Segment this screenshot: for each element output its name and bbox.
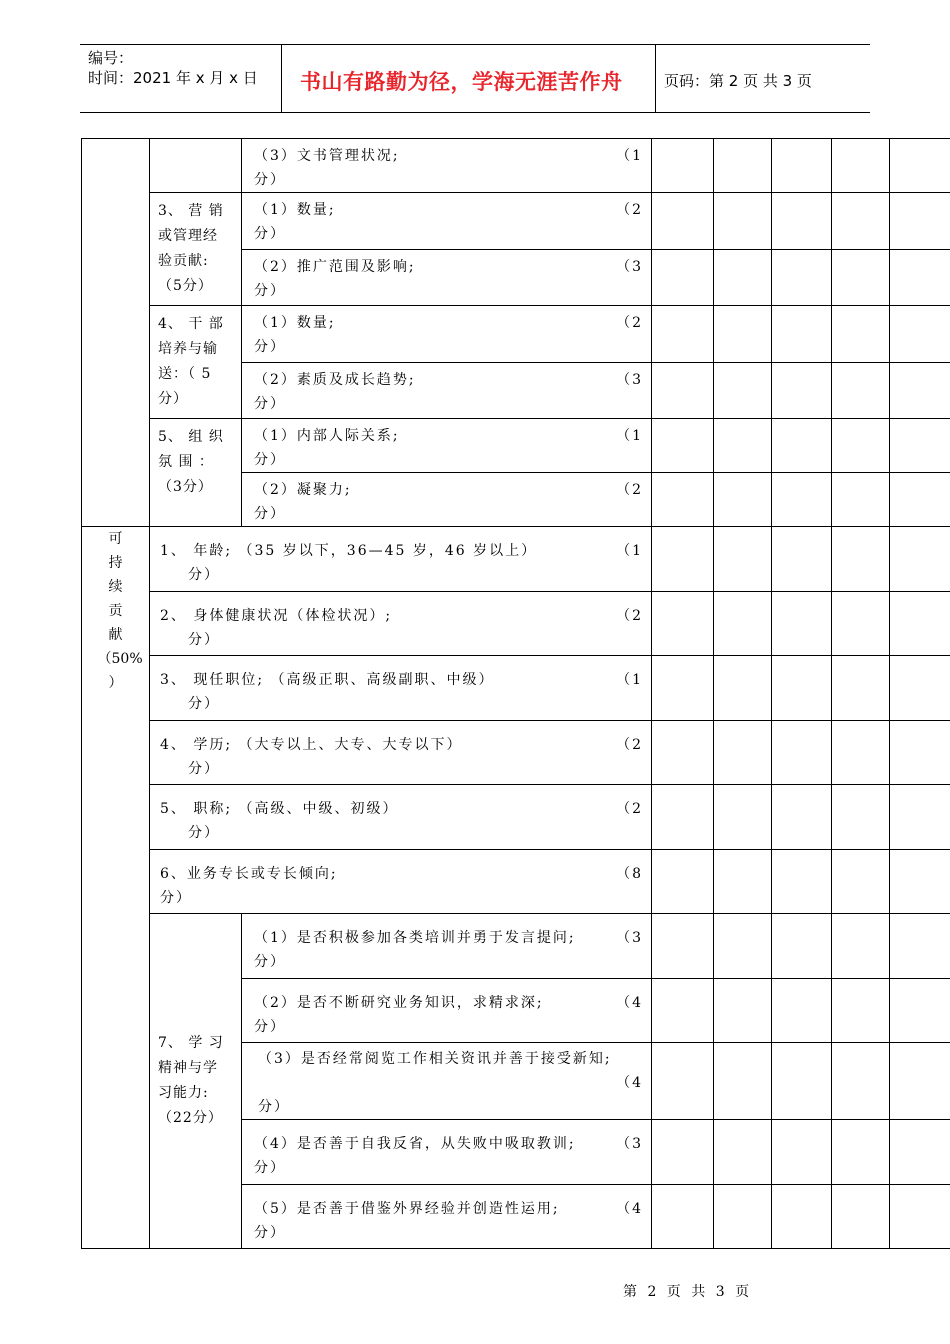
- score-cell[interactable]: [832, 473, 890, 527]
- score-cell[interactable]: [714, 592, 772, 656]
- score-cell[interactable]: [832, 139, 890, 193]
- score-cell[interactable]: [832, 1185, 890, 1249]
- criterion-unit: 分）: [254, 954, 286, 970]
- score-cell[interactable]: [832, 193, 890, 250]
- score-cell[interactable]: [652, 721, 714, 785]
- category-label: [97, 527, 143, 695]
- criterion-cell: [150, 527, 652, 592]
- score-cell[interactable]: [890, 979, 950, 1043]
- score-cell[interactable]: [890, 914, 950, 979]
- score-cell[interactable]: [714, 249, 772, 306]
- subcategory-line: 精神与学: [158, 1060, 218, 1076]
- score-cell[interactable]: [890, 592, 950, 656]
- criterion-unit: 分）: [254, 395, 286, 412]
- subcategory-cell: [150, 193, 242, 306]
- footer-page-number: 第 2 页 共 3 页: [623, 1284, 753, 1300]
- category-cell: [82, 527, 150, 1249]
- criterion-text: （5）是否善于借鉴外界经验并创造性运用;: [254, 1201, 560, 1217]
- criterion-text: （2）是否不断研究业务知识，求精求深;: [254, 995, 544, 1011]
- subcategory-line: 验贡献:: [158, 253, 209, 269]
- subcategory-cell: [150, 419, 242, 527]
- criterion-text: （1）数量;: [254, 315, 336, 331]
- criterion-cell: [150, 785, 652, 850]
- score-cell[interactable]: [890, 419, 950, 473]
- score-cell[interactable]: [714, 979, 772, 1043]
- criterion-text: （3）文书管理状况;: [254, 148, 400, 164]
- score-cell[interactable]: [714, 362, 772, 419]
- score-cell[interactable]: [832, 592, 890, 656]
- criterion-text: （3）是否经常阅览工作相关资讯并善于接受新知;: [258, 1051, 612, 1067]
- score-cell[interactable]: [832, 721, 890, 785]
- score-cell[interactable]: [890, 527, 950, 592]
- table-row: [82, 139, 950, 193]
- criterion-text: （1）是否积极参加各类培训并勇于发言提问;: [254, 930, 576, 946]
- score-cell[interactable]: [652, 362, 714, 419]
- score-cell[interactable]: [890, 473, 950, 527]
- table-row: [82, 721, 950, 785]
- document-number-label: 编号：: [88, 49, 134, 67]
- header-bottom-rule: [80, 112, 870, 113]
- header-motto: 书山有路勤为径，学海无涯苦作舟: [300, 70, 623, 94]
- criterion-points: （3: [616, 258, 643, 275]
- category-char: 献: [108, 627, 123, 643]
- score-cell[interactable]: [772, 721, 832, 785]
- score-cell[interactable]: [832, 362, 890, 419]
- score-cell[interactable]: [714, 656, 772, 721]
- score-cell[interactable]: [832, 1043, 890, 1120]
- score-cell[interactable]: [652, 473, 714, 527]
- subcategory-line: 3、 营 销: [158, 203, 224, 219]
- header-divider: [655, 44, 656, 112]
- score-cell[interactable]: [652, 139, 714, 193]
- table-row: [82, 193, 950, 250]
- score-cell[interactable]: [714, 306, 772, 363]
- score-cell[interactable]: [772, 139, 832, 193]
- criterion-points: （2: [616, 737, 643, 753]
- criterion-text: 3、 现任职位; （高级正职、高级副职、中级）: [160, 672, 495, 688]
- score-cell[interactable]: [652, 1185, 714, 1249]
- table-row: [82, 306, 950, 363]
- score-cell[interactable]: [714, 193, 772, 250]
- criterion-unit: 分）: [254, 1019, 286, 1035]
- criterion-unit: 分）: [188, 761, 220, 777]
- criterion-cell: [242, 362, 652, 419]
- subcategory-line: 氛 围 ：: [158, 454, 214, 470]
- score-cell[interactable]: [714, 1120, 772, 1185]
- score-cell[interactable]: [772, 419, 832, 473]
- criterion-text: （2）推广范围及影响;: [254, 258, 416, 275]
- criterion-unit: 分）: [254, 1160, 286, 1176]
- score-cell[interactable]: [772, 656, 832, 721]
- score-cell[interactable]: [832, 1120, 890, 1185]
- criterion-cell: [242, 306, 652, 363]
- score-cell[interactable]: [772, 527, 832, 592]
- criterion-cell: [242, 1185, 652, 1249]
- criterion-cell: [242, 473, 652, 527]
- criterion-points: （2: [616, 482, 643, 498]
- criterion-unit: 分）: [254, 172, 286, 188]
- score-cell[interactable]: [652, 1120, 714, 1185]
- criterion-unit: 分）: [254, 1225, 286, 1241]
- score-cell[interactable]: [890, 139, 950, 193]
- criterion-points: （2: [616, 315, 643, 331]
- score-cell[interactable]: [832, 656, 890, 721]
- criterion-cell: [242, 979, 652, 1043]
- criterion-points: （3: [616, 371, 643, 388]
- subcategory-line: （22分）: [158, 1110, 223, 1126]
- score-cell[interactable]: [832, 914, 890, 979]
- score-cell[interactable]: [832, 249, 890, 306]
- criterion-unit: 分）: [160, 890, 192, 906]
- category-cell: [82, 139, 150, 527]
- score-cell[interactable]: [772, 850, 832, 914]
- category-char: 续: [108, 579, 123, 595]
- score-cell[interactable]: [714, 785, 772, 850]
- criterion-cell: [150, 721, 652, 785]
- score-cell[interactable]: [890, 306, 950, 363]
- criterion-points: （4: [616, 1075, 643, 1091]
- score-cell[interactable]: [652, 850, 714, 914]
- subcategory-line: 习能力:: [158, 1085, 209, 1101]
- score-cell[interactable]: [772, 306, 832, 363]
- score-cell[interactable]: [832, 419, 890, 473]
- criterion-points: （3: [616, 1136, 643, 1152]
- criterion-cell: [242, 914, 652, 979]
- score-cell[interactable]: [652, 193, 714, 250]
- criterion-unit: 分）: [254, 452, 286, 468]
- header-divider: [281, 44, 282, 112]
- table-row: [82, 785, 950, 850]
- criterion-unit: 分）: [188, 825, 220, 841]
- criterion-points: （1: [616, 672, 643, 688]
- criterion-points: （2: [616, 202, 643, 218]
- criterion-unit: 分）: [254, 339, 286, 355]
- criterion-text: （1）内部人际关系;: [254, 428, 400, 444]
- criterion-text: 4、 学历; （大专以上、大专、大专以下）: [160, 737, 463, 753]
- criterion-points: （1: [616, 148, 643, 164]
- score-cell[interactable]: [652, 527, 714, 592]
- subcategory-line: 分）: [158, 391, 188, 407]
- table-row: [82, 527, 950, 592]
- score-cell[interactable]: [652, 979, 714, 1043]
- subcategory-line: （3分）: [158, 479, 213, 495]
- score-cell[interactable]: [832, 850, 890, 914]
- criterion-text: 1、 年龄; （35 岁以下，36—45 岁，46 岁以上）: [160, 543, 538, 559]
- score-cell[interactable]: [772, 249, 832, 306]
- score-cell[interactable]: [772, 592, 832, 656]
- score-cell[interactable]: [772, 193, 832, 250]
- score-cell[interactable]: [890, 850, 950, 914]
- criterion-unit: 分）: [188, 567, 220, 583]
- score-cell[interactable]: [652, 306, 714, 363]
- criterion-cell: [242, 139, 652, 193]
- score-cell[interactable]: [832, 527, 890, 592]
- criterion-text: 6、业务专长或专长倾向;: [160, 866, 338, 882]
- criterion-cell: [150, 592, 652, 656]
- criterion-points: （2: [616, 608, 643, 624]
- criterion-text: （4）是否善于自我反省，从失败中吸取教训;: [254, 1136, 576, 1152]
- criterion-points: （3: [616, 930, 643, 946]
- table-row: [82, 850, 950, 914]
- score-cell[interactable]: [652, 419, 714, 473]
- score-cell[interactable]: [890, 1043, 950, 1120]
- document-date: 时间：2021 年 x 月 x 日: [88, 69, 258, 87]
- criterion-unit: 分）: [254, 506, 286, 522]
- criterion-text: 5、 职称; （高级、中级、初级）: [160, 801, 399, 817]
- score-cell[interactable]: [890, 362, 950, 419]
- criterion-cell: [150, 850, 652, 914]
- score-cell[interactable]: [890, 193, 950, 250]
- subcategory-cell: [150, 139, 242, 193]
- score-cell[interactable]: [652, 656, 714, 721]
- category-char: 贡: [108, 603, 123, 619]
- category-char: 持: [108, 555, 123, 571]
- criterion-unit: 分）: [254, 226, 286, 242]
- score-cell[interactable]: [714, 419, 772, 473]
- subcategory-line: 4、 干 部: [158, 316, 224, 332]
- score-cell[interactable]: [832, 979, 890, 1043]
- criterion-points: （1: [616, 543, 643, 559]
- criterion-unit: 分）: [188, 696, 220, 712]
- criterion-cell: [150, 656, 652, 721]
- score-cell[interactable]: [890, 1185, 950, 1249]
- criterion-cell: [242, 1120, 652, 1185]
- score-cell[interactable]: [714, 473, 772, 527]
- score-cell[interactable]: [832, 306, 890, 363]
- score-cell[interactable]: [652, 1043, 714, 1120]
- score-cell[interactable]: [832, 785, 890, 850]
- criterion-unit: 分）: [254, 282, 286, 299]
- score-cell[interactable]: [714, 1043, 772, 1120]
- subcategory-cell: [150, 914, 242, 1249]
- score-cell[interactable]: [772, 1043, 832, 1120]
- subcategory-line: 5、 组 织: [158, 429, 224, 445]
- header-page-number: 页码：第 2 页 共 3 页: [664, 72, 812, 90]
- criterion-points: （4: [616, 995, 643, 1011]
- evaluation-table: [81, 138, 950, 1249]
- subcategory-line: 或管理经: [158, 228, 218, 244]
- table-row: [82, 914, 950, 979]
- category-char: 可: [108, 531, 123, 547]
- table-row: [82, 592, 950, 656]
- criterion-cell: [242, 1043, 652, 1120]
- score-cell[interactable]: [714, 721, 772, 785]
- score-cell[interactable]: [772, 473, 832, 527]
- criterion-unit: 分）: [258, 1099, 290, 1115]
- criterion-points: （2: [616, 801, 643, 817]
- criterion-cell: [242, 193, 652, 250]
- criterion-text: （2）素质及成长趋势;: [254, 371, 416, 388]
- criterion-unit: 分）: [188, 632, 220, 648]
- score-cell[interactable]: [714, 850, 772, 914]
- score-cell[interactable]: [890, 1120, 950, 1185]
- score-cell[interactable]: [890, 249, 950, 306]
- category-char: （50%: [97, 651, 143, 667]
- score-cell[interactable]: [772, 914, 832, 979]
- score-cell[interactable]: [772, 785, 832, 850]
- header-top-rule: [80, 44, 870, 45]
- score-cell[interactable]: [890, 656, 950, 721]
- score-cell[interactable]: [714, 527, 772, 592]
- table-row: [82, 656, 950, 721]
- score-cell[interactable]: [890, 721, 950, 785]
- score-cell[interactable]: [714, 1185, 772, 1249]
- subcategory-line: （5分）: [158, 278, 213, 294]
- subcategory-line: 7、 学 习: [158, 1035, 224, 1051]
- header-info: [88, 48, 258, 88]
- criterion-cell: [242, 249, 652, 306]
- criterion-points: （8: [616, 866, 643, 882]
- subcategory-line: 培养与输: [158, 341, 218, 357]
- category-char: ）: [108, 675, 123, 691]
- subcategory-line: 送：（ 5: [158, 366, 212, 382]
- score-cell[interactable]: [772, 1185, 832, 1249]
- score-cell[interactable]: [772, 362, 832, 419]
- score-cell[interactable]: [652, 249, 714, 306]
- criterion-text: （1）数量;: [254, 202, 336, 218]
- score-cell[interactable]: [890, 785, 950, 850]
- criterion-cell: [242, 419, 652, 473]
- criterion-text: （2）凝聚力;: [254, 482, 352, 498]
- score-cell[interactable]: [652, 914, 714, 979]
- score-cell[interactable]: [714, 139, 772, 193]
- score-cell[interactable]: [652, 592, 714, 656]
- score-cell[interactable]: [652, 785, 714, 850]
- criterion-points: （4: [616, 1201, 643, 1217]
- criterion-text: 2、 身体健康状况（体检状况）;: [160, 608, 393, 624]
- table-row: [82, 419, 950, 473]
- subcategory-cell: [150, 306, 242, 419]
- score-cell[interactable]: [714, 914, 772, 979]
- score-cell[interactable]: [772, 1120, 832, 1185]
- score-cell[interactable]: [772, 979, 832, 1043]
- criterion-points: （1: [616, 428, 643, 444]
